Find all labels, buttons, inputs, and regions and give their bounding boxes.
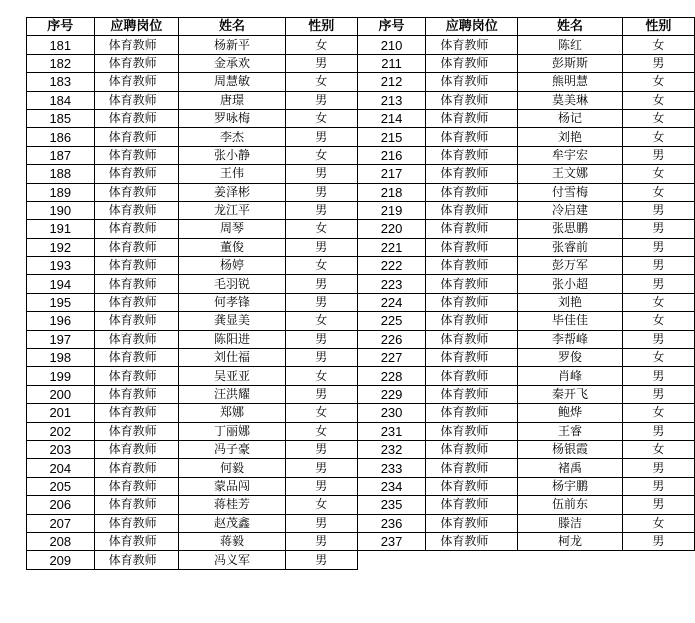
left-name-cell: 龚显美 [179, 312, 285, 330]
table-row [27, 183, 695, 201]
left-position-cell: 体育教师 [94, 477, 179, 495]
right-gender-cell: 男 [622, 459, 694, 477]
left-gender-cell: 女 [285, 404, 357, 422]
left-name-cell: 郑娜 [179, 404, 285, 422]
table-body [27, 18, 695, 570]
left-index-cell: 182 [27, 54, 95, 72]
left-name-cell: 刘仕福 [179, 349, 285, 367]
left-position-cell: 体育教师 [94, 54, 179, 72]
right-name-cell: 滕洁 [518, 514, 623, 532]
right-gender-cell: 女 [622, 440, 694, 458]
left-position-cell: 体育教师 [94, 165, 179, 183]
right-name-cell: 莫美琳 [518, 91, 623, 109]
left-gender-cell: 女 [285, 109, 357, 127]
left-gender-cell: 女 [285, 146, 357, 164]
left-position-cell: 体育教师 [94, 146, 179, 164]
table-row [27, 349, 695, 367]
right-position-cell: 体育教师 [426, 146, 518, 164]
right-position-cell: 体育教师 [426, 349, 518, 367]
left-position-cell: 体育教师 [94, 440, 179, 458]
table-row [27, 496, 695, 514]
left-position-cell: 体育教师 [94, 330, 179, 348]
right-gender-cell: 男 [622, 477, 694, 495]
left-position-cell: 体育教师 [94, 514, 179, 532]
left-position-cell: 体育教师 [94, 36, 179, 54]
table-row [27, 165, 695, 183]
right-position-cell: 体育教师 [426, 36, 518, 54]
right-position-cell: 体育教师 [426, 183, 518, 201]
left-index-cell: 181 [27, 36, 95, 54]
right-gender-cell: 女 [622, 109, 694, 127]
table-row [27, 146, 695, 164]
right-name-cell: 王睿 [518, 422, 623, 440]
left-index-cell: 205 [27, 477, 95, 495]
right-index-cell: 218 [357, 183, 426, 201]
right-gender-cell: 女 [622, 128, 694, 146]
left-index-cell: 183 [27, 73, 95, 91]
left-name-cell: 杨婷 [179, 257, 285, 275]
left-index-cell: 191 [27, 220, 95, 238]
left-position-cell: 体育教师 [94, 349, 179, 367]
left-name-cell: 龙江平 [179, 201, 285, 219]
right-index-cell: 213 [357, 91, 426, 109]
left-index-cell: 188 [27, 165, 95, 183]
left-index-cell: 197 [27, 330, 95, 348]
left-index-cell: 184 [27, 91, 95, 109]
right-index-cell: 210 [357, 36, 426, 54]
left-index-cell: 208 [27, 532, 95, 550]
right-position-cell: 体育教师 [426, 257, 518, 275]
right-name-cell: 张思鹏 [518, 220, 623, 238]
left-gender-cell: 男 [285, 238, 357, 256]
right-name-cell: 熊明慧 [518, 73, 623, 91]
left-gender-cell: 女 [285, 367, 357, 385]
table-row [27, 54, 695, 72]
right-name-cell: 张睿前 [518, 238, 623, 256]
right-index-cell: 217 [357, 165, 426, 183]
right-gender-cell: 女 [622, 514, 694, 532]
applicant-table [26, 17, 695, 570]
left-index-cell: 204 [27, 459, 95, 477]
table-row [27, 551, 695, 569]
left-gender-cell: 男 [285, 440, 357, 458]
left-gender-cell: 男 [285, 551, 357, 569]
right-gender-cell: 女 [622, 312, 694, 330]
header-index: 序号 [357, 18, 426, 36]
left-name-cell: 何孝锋 [179, 293, 285, 311]
table-row [27, 275, 695, 293]
left-name-cell: 陈阳进 [179, 330, 285, 348]
right-index-cell: 214 [357, 109, 426, 127]
table-row [27, 459, 695, 477]
right-index-cell: 232 [357, 440, 426, 458]
empty-cell [426, 551, 518, 569]
right-index-cell: 230 [357, 404, 426, 422]
left-index-cell: 186 [27, 128, 95, 146]
left-index-cell: 190 [27, 201, 95, 219]
right-gender-cell: 男 [622, 496, 694, 514]
left-index-cell: 200 [27, 385, 95, 403]
left-gender-cell: 男 [285, 201, 357, 219]
table-row [27, 238, 695, 256]
right-name-cell: 冷启建 [518, 201, 623, 219]
table-row [27, 220, 695, 238]
right-position-cell: 体育教师 [426, 514, 518, 532]
right-index-cell: 229 [357, 385, 426, 403]
right-position-cell: 体育教师 [426, 73, 518, 91]
left-gender-cell: 女 [285, 73, 357, 91]
left-name-cell: 丁丽娜 [179, 422, 285, 440]
table-row [27, 312, 695, 330]
right-gender-cell: 女 [622, 183, 694, 201]
table-row [27, 404, 695, 422]
right-index-cell: 225 [357, 312, 426, 330]
right-name-cell: 伍前东 [518, 496, 623, 514]
right-gender-cell: 女 [622, 36, 694, 54]
table-row [27, 91, 695, 109]
left-gender-cell: 男 [285, 165, 357, 183]
left-position-cell: 体育教师 [94, 312, 179, 330]
left-gender-cell: 男 [285, 183, 357, 201]
right-index-cell: 215 [357, 128, 426, 146]
right-position-cell: 体育教师 [426, 128, 518, 146]
right-index-cell: 224 [357, 293, 426, 311]
right-index-cell: 227 [357, 349, 426, 367]
right-name-cell: 刘艳 [518, 293, 623, 311]
left-index-cell: 193 [27, 257, 95, 275]
left-index-cell: 192 [27, 238, 95, 256]
right-index-cell: 235 [357, 496, 426, 514]
left-index-cell: 209 [27, 551, 95, 569]
left-gender-cell: 男 [285, 54, 357, 72]
left-gender-cell: 男 [285, 275, 357, 293]
left-name-cell: 冯义军 [179, 551, 285, 569]
left-position-cell: 体育教师 [94, 275, 179, 293]
left-name-cell: 蒙品闯 [179, 477, 285, 495]
right-name-cell: 秦开飞 [518, 385, 623, 403]
left-name-cell: 罗咏梅 [179, 109, 285, 127]
right-gender-cell: 男 [622, 54, 694, 72]
left-name-cell: 蒋桂芳 [179, 496, 285, 514]
left-gender-cell: 女 [285, 36, 357, 54]
left-name-cell: 金承欢 [179, 54, 285, 72]
right-index-cell: 226 [357, 330, 426, 348]
left-gender-cell: 男 [285, 514, 357, 532]
left-name-cell: 周慧敏 [179, 73, 285, 91]
left-name-cell: 汪洪耀 [179, 385, 285, 403]
right-name-cell: 毕佳佳 [518, 312, 623, 330]
right-name-cell: 彭斯斯 [518, 54, 623, 72]
left-name-cell: 杨新平 [179, 36, 285, 54]
right-name-cell: 鲍烨 [518, 404, 623, 422]
right-index-cell: 233 [357, 459, 426, 477]
right-position-cell: 体育教师 [426, 238, 518, 256]
empty-cell [622, 551, 694, 569]
left-gender-cell: 女 [285, 257, 357, 275]
left-position-cell: 体育教师 [94, 73, 179, 91]
table-row [27, 293, 695, 311]
header-gender: 性别 [285, 18, 357, 36]
right-name-cell: 付雪梅 [518, 183, 623, 201]
left-gender-cell: 男 [285, 385, 357, 403]
right-position-cell: 体育教师 [426, 496, 518, 514]
left-position-cell: 体育教师 [94, 109, 179, 127]
right-position-cell: 体育教师 [426, 165, 518, 183]
left-index-cell: 187 [27, 146, 95, 164]
left-position-cell: 体育教师 [94, 183, 179, 201]
left-name-cell: 唐璟 [179, 91, 285, 109]
table-row [27, 532, 695, 550]
table-header-row [27, 18, 695, 36]
left-gender-cell: 男 [285, 532, 357, 550]
left-index-cell: 199 [27, 367, 95, 385]
right-gender-cell: 男 [622, 146, 694, 164]
left-index-cell: 185 [27, 109, 95, 127]
left-name-cell: 何毅 [179, 459, 285, 477]
right-index-cell: 212 [357, 73, 426, 91]
left-gender-cell: 男 [285, 293, 357, 311]
table-row [27, 201, 695, 219]
left-name-cell: 王伟 [179, 165, 285, 183]
right-index-cell: 228 [357, 367, 426, 385]
table-row [27, 128, 695, 146]
right-index-cell: 236 [357, 514, 426, 532]
left-position-cell: 体育教师 [94, 238, 179, 256]
header-name: 姓名 [518, 18, 623, 36]
right-position-cell: 体育教师 [426, 54, 518, 72]
left-index-cell: 189 [27, 183, 95, 201]
left-index-cell: 198 [27, 349, 95, 367]
left-position-cell: 体育教师 [94, 404, 179, 422]
table-row [27, 109, 695, 127]
left-position-cell: 体育教师 [94, 532, 179, 550]
right-gender-cell: 男 [622, 220, 694, 238]
left-position-cell: 体育教师 [94, 367, 179, 385]
table-row [27, 422, 695, 440]
left-index-cell: 203 [27, 440, 95, 458]
right-index-cell: 223 [357, 275, 426, 293]
left-gender-cell: 女 [285, 312, 357, 330]
left-index-cell: 201 [27, 404, 95, 422]
left-index-cell: 202 [27, 422, 95, 440]
right-name-cell: 杨记 [518, 109, 623, 127]
right-name-cell: 柯龙 [518, 532, 623, 550]
left-position-cell: 体育教师 [94, 201, 179, 219]
left-index-cell: 206 [27, 496, 95, 514]
left-index-cell: 207 [27, 514, 95, 532]
right-name-cell: 陈红 [518, 36, 623, 54]
empty-cell [357, 551, 426, 569]
right-gender-cell: 男 [622, 257, 694, 275]
left-name-cell: 冯子豪 [179, 440, 285, 458]
left-name-cell: 蒋毅 [179, 532, 285, 550]
left-gender-cell: 男 [285, 459, 357, 477]
right-gender-cell: 女 [622, 73, 694, 91]
right-position-cell: 体育教师 [426, 330, 518, 348]
right-gender-cell: 女 [622, 165, 694, 183]
table-row [27, 330, 695, 348]
right-position-cell: 体育教师 [426, 275, 518, 293]
right-index-cell: 216 [357, 146, 426, 164]
left-gender-cell: 男 [285, 330, 357, 348]
right-position-cell: 体育教师 [426, 220, 518, 238]
right-position-cell: 体育教师 [426, 404, 518, 422]
left-position-cell: 体育教师 [94, 220, 179, 238]
right-position-cell: 体育教师 [426, 440, 518, 458]
right-position-cell: 体育教师 [426, 312, 518, 330]
left-gender-cell: 女 [285, 422, 357, 440]
right-index-cell: 222 [357, 257, 426, 275]
table-row [27, 257, 695, 275]
right-position-cell: 体育教师 [426, 459, 518, 477]
table-row [27, 367, 695, 385]
left-name-cell: 董俊 [179, 238, 285, 256]
right-gender-cell: 男 [622, 422, 694, 440]
right-position-cell: 体育教师 [426, 201, 518, 219]
right-gender-cell: 女 [622, 404, 694, 422]
left-gender-cell: 男 [285, 128, 357, 146]
left-index-cell: 195 [27, 293, 95, 311]
right-position-cell: 体育教师 [426, 532, 518, 550]
left-gender-cell: 男 [285, 349, 357, 367]
header-name: 姓名 [179, 18, 285, 36]
right-name-cell: 褚禹 [518, 459, 623, 477]
left-name-cell: 周琴 [179, 220, 285, 238]
header-gender: 性别 [622, 18, 694, 36]
right-gender-cell: 女 [622, 91, 694, 109]
right-position-cell: 体育教师 [426, 109, 518, 127]
right-name-cell: 肖峰 [518, 367, 623, 385]
left-gender-cell: 男 [285, 477, 357, 495]
left-name-cell: 毛羽锐 [179, 275, 285, 293]
left-position-cell: 体育教师 [94, 459, 179, 477]
right-index-cell: 221 [357, 238, 426, 256]
left-position-cell: 体育教师 [94, 422, 179, 440]
left-gender-cell: 女 [285, 220, 357, 238]
left-position-cell: 体育教师 [94, 293, 179, 311]
table-row [27, 73, 695, 91]
right-position-cell: 体育教师 [426, 367, 518, 385]
right-name-cell: 杨银霞 [518, 440, 623, 458]
table-row [27, 36, 695, 54]
table-row [27, 477, 695, 495]
left-name-cell: 姜泽彬 [179, 183, 285, 201]
left-name-cell: 吴亚亚 [179, 367, 285, 385]
table-row [27, 385, 695, 403]
left-name-cell: 赵茂鑫 [179, 514, 285, 532]
left-gender-cell: 女 [285, 496, 357, 514]
right-index-cell: 220 [357, 220, 426, 238]
left-gender-cell: 男 [285, 91, 357, 109]
left-name-cell: 张小静 [179, 146, 285, 164]
right-position-cell: 体育教师 [426, 91, 518, 109]
left-position-cell: 体育教师 [94, 496, 179, 514]
right-gender-cell: 男 [622, 201, 694, 219]
right-name-cell: 罗俊 [518, 349, 623, 367]
right-position-cell: 体育教师 [426, 293, 518, 311]
right-name-cell: 杨宇鹏 [518, 477, 623, 495]
right-index-cell: 237 [357, 532, 426, 550]
right-gender-cell: 男 [622, 275, 694, 293]
left-position-cell: 体育教师 [94, 128, 179, 146]
table-row [27, 514, 695, 532]
right-gender-cell: 男 [622, 532, 694, 550]
right-name-cell: 牟宇宏 [518, 146, 623, 164]
empty-cell [518, 551, 623, 569]
header-index: 序号 [27, 18, 95, 36]
right-gender-cell: 男 [622, 367, 694, 385]
left-position-cell: 体育教师 [94, 257, 179, 275]
right-name-cell: 王文娜 [518, 165, 623, 183]
right-name-cell: 彭万军 [518, 257, 623, 275]
left-index-cell: 194 [27, 275, 95, 293]
right-gender-cell: 男 [622, 238, 694, 256]
right-position-cell: 体育教师 [426, 422, 518, 440]
right-name-cell: 张小超 [518, 275, 623, 293]
table-row [27, 440, 695, 458]
header-position: 应聘岗位 [94, 18, 179, 36]
right-gender-cell: 女 [622, 349, 694, 367]
right-position-cell: 体育教师 [426, 385, 518, 403]
right-name-cell: 刘艳 [518, 128, 623, 146]
header-position: 应聘岗位 [426, 18, 518, 36]
right-position-cell: 体育教师 [426, 477, 518, 495]
left-name-cell: 李杰 [179, 128, 285, 146]
right-index-cell: 211 [357, 54, 426, 72]
right-gender-cell: 男 [622, 330, 694, 348]
right-name-cell: 李帮峰 [518, 330, 623, 348]
right-gender-cell: 男 [622, 385, 694, 403]
left-position-cell: 体育教师 [94, 551, 179, 569]
left-position-cell: 体育教师 [94, 91, 179, 109]
right-gender-cell: 女 [622, 293, 694, 311]
right-index-cell: 234 [357, 477, 426, 495]
left-index-cell: 196 [27, 312, 95, 330]
right-index-cell: 231 [357, 422, 426, 440]
right-index-cell: 219 [357, 201, 426, 219]
left-position-cell: 体育教师 [94, 385, 179, 403]
